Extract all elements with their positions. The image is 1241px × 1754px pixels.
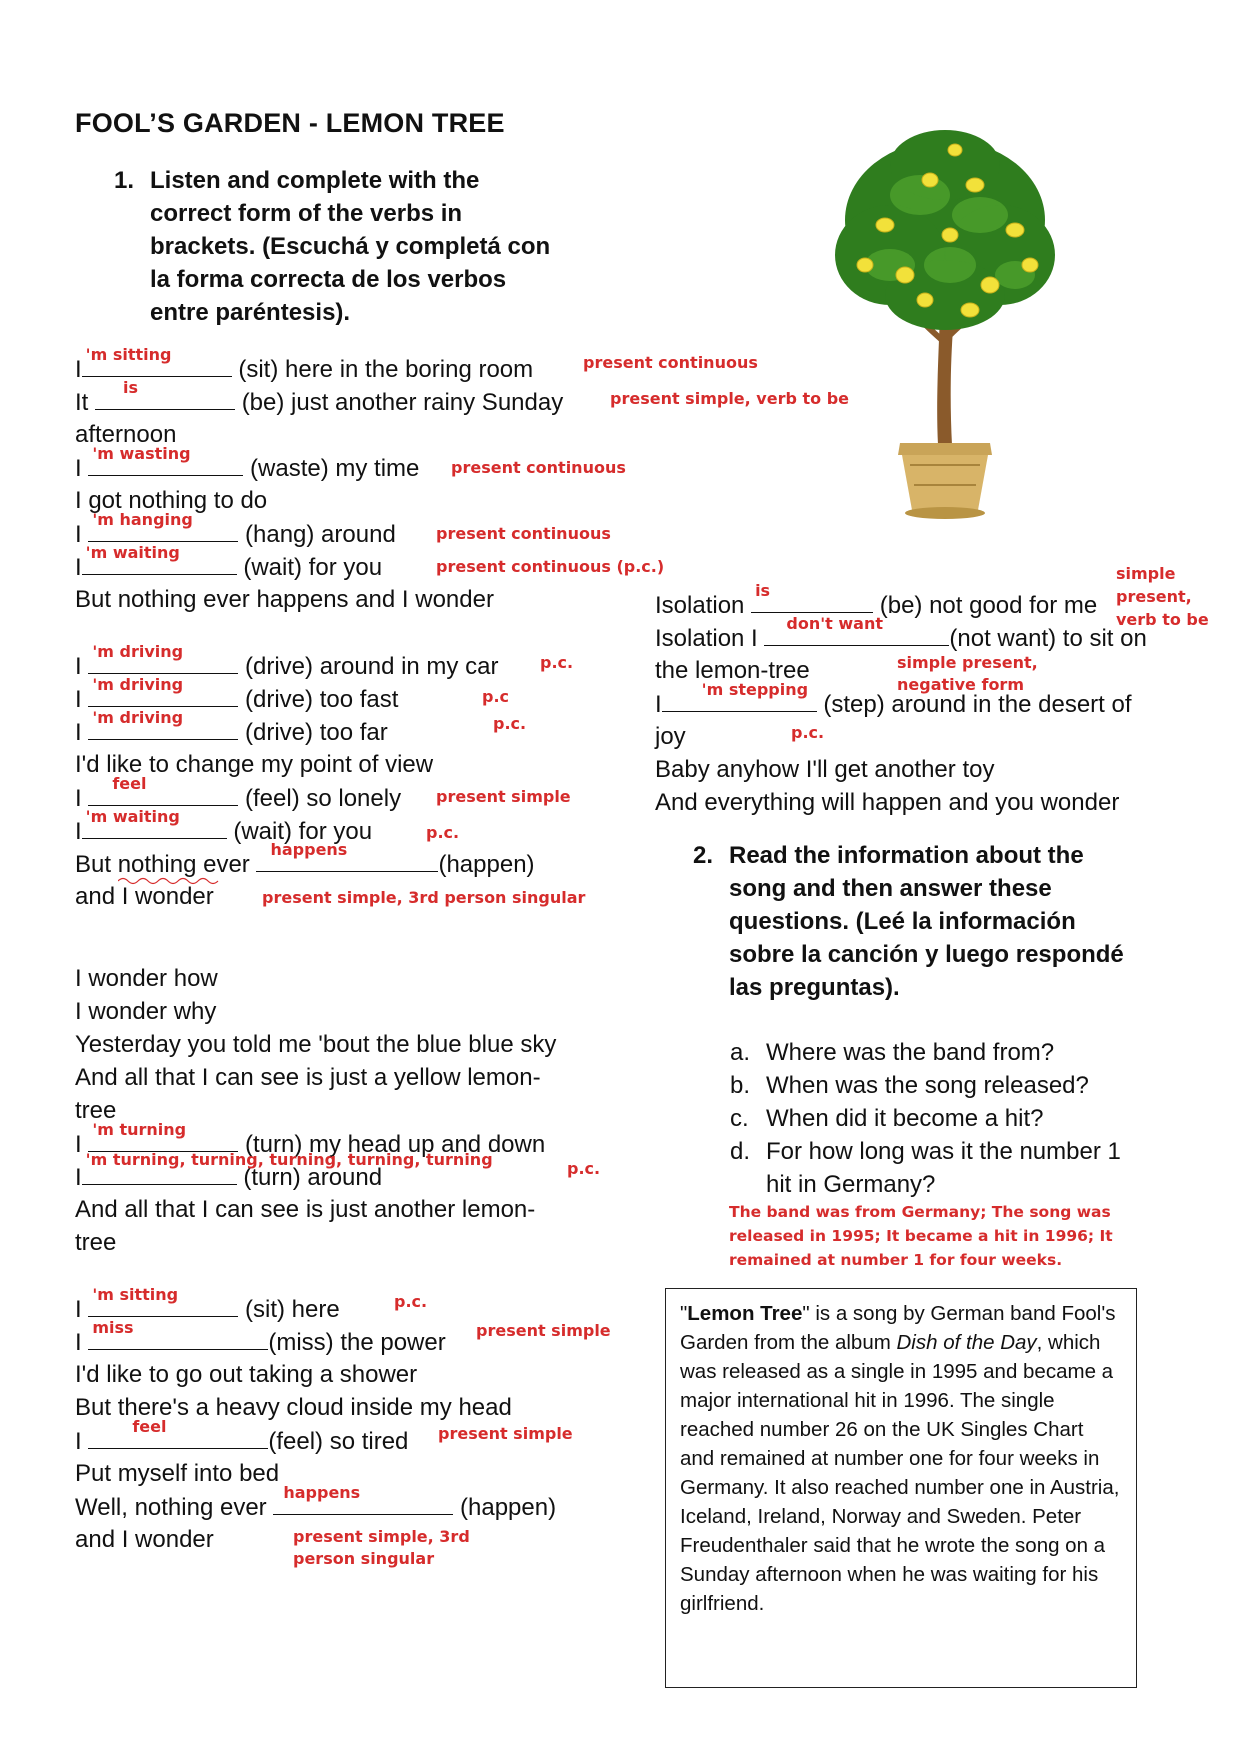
answer-text: feel xyxy=(112,774,147,793)
instruction-line: las preguntas). xyxy=(729,974,900,1001)
answer-line: remained at number 1 for four weeks. xyxy=(729,1251,1063,1269)
lyric-line: tree xyxy=(75,1097,117,1124)
answer-text: 'm driving xyxy=(92,642,184,661)
question-letter: b. xyxy=(730,1072,751,1099)
lyric-text: I xyxy=(655,691,662,718)
instruction-line: song and then answer these xyxy=(729,875,1052,902)
answer-text: is xyxy=(755,581,771,600)
lyric-text: (miss) the power xyxy=(268,1329,446,1356)
lyric-text: It xyxy=(75,389,89,416)
lyric-text: I xyxy=(75,1164,82,1191)
lyric-line xyxy=(75,708,388,748)
lyric-line: I'd like to go out taking a shower xyxy=(75,1361,418,1388)
lyric-line: and I wonder xyxy=(75,883,214,910)
grammar-note: p.c. xyxy=(540,653,574,672)
answer-blank[interactable] xyxy=(88,444,243,476)
grammar-note: simple present, verb to be xyxy=(1116,564,1209,629)
instruction-line: Listen and complete with the xyxy=(150,167,480,194)
answer-text: 'm sitting xyxy=(92,1285,179,1304)
answer-blank[interactable] xyxy=(88,1417,268,1449)
answer-text: don't want xyxy=(786,614,883,633)
answer-line: released in 1995; It became a hit in 1996; It xyxy=(729,1227,1113,1245)
grammar-note: p.c. xyxy=(493,714,527,733)
question-letter: d. xyxy=(730,1138,751,1165)
answer-blank[interactable] xyxy=(95,378,235,410)
exercise2-instruction xyxy=(693,839,1124,1004)
answer-blank[interactable] xyxy=(256,840,438,872)
lyric-text: (drive) too fast xyxy=(245,686,399,713)
grammar-note: present continuous xyxy=(583,353,758,372)
lyric-line: I wonder why xyxy=(75,998,217,1025)
grammar-note: p.c. xyxy=(426,823,460,842)
answer-text: 'm driving xyxy=(92,675,184,694)
answer-text: 'm stepping xyxy=(701,680,809,699)
question-text: Where was the band from? xyxy=(766,1039,1055,1066)
instruction-line: sobre la canción y luego respondé xyxy=(729,941,1124,968)
answer-blank[interactable] xyxy=(88,708,238,740)
lyric-text: Isolation xyxy=(655,592,745,619)
lyric-text: (waste) my time xyxy=(250,455,420,482)
lyric-line: tree xyxy=(75,1229,117,1256)
answer-blank[interactable] xyxy=(82,543,237,575)
question-item xyxy=(730,1102,1044,1135)
answer-blank[interactable] xyxy=(764,614,949,646)
exercise1-instruction xyxy=(114,164,551,329)
answer-text: happens xyxy=(270,840,348,859)
answer-text: 'm hanging xyxy=(92,510,193,529)
lyric-text: I xyxy=(75,686,82,713)
song-info-box xyxy=(665,1288,1137,1688)
instruction-line: brackets. (Escuchá y completá con xyxy=(150,233,551,260)
question-letter: c. xyxy=(730,1105,749,1132)
lyric-text: I xyxy=(75,455,82,482)
lyric-line xyxy=(75,1417,409,1457)
lyric-line: joy xyxy=(655,723,686,750)
grammar-note: simple present, negative form xyxy=(897,653,1038,694)
answer-text: happens xyxy=(283,1483,361,1502)
answer-text: 'm sitting xyxy=(85,345,172,364)
question-item xyxy=(730,1036,1055,1069)
lyric-line xyxy=(75,1318,446,1358)
question-item xyxy=(730,1069,1089,1102)
answer-text: 'm turning, turning, turning, turning, turning xyxy=(85,1150,493,1169)
lemon-tree-illustration xyxy=(830,125,1060,520)
lyric-text: But nothing ever xyxy=(75,851,250,878)
lyric-text: (feel) so tired xyxy=(268,1428,409,1455)
lyric-text: (hang) around xyxy=(245,521,396,548)
grammar-note: present simple, 3rd person singular xyxy=(262,888,586,907)
info-text-part: , which was released as a single in 1995 and became a major international hit in 1996. The single reached number 26 on the UK Singles Chart and remained at number one for four weeks in Germany. It also reached number one in Austria, Iceland, Ireland, Norway and Sweden. Peter Freudenthaler said that he wrote the song on a Sunday afternoon when he was waiting for his girlfriend. xyxy=(680,1331,1120,1615)
lyric-text: (wait) for you xyxy=(243,554,383,581)
info-text: "Lemon Tree" is a song by German band Fool's Garden from the album Dish of the Day, which was released as a single in 1995 and became a major international hit in 1996. The single reached number 26 on the UK Singles Chart and remained at number one for four weeks in Germany. It also reached number one in Austria, Iceland, Ireland, Norway and Sweden. Peter Freudenthaler said that he wrote the song on a Sunday afternoon when he was waiting for his girlfriend. xyxy=(680,1302,1120,1615)
lyric-text: I xyxy=(75,1296,82,1323)
lyric-line: And all that I can see is just another lemon- xyxy=(75,1196,536,1223)
instruction-line: la forma correcta de los verbos xyxy=(150,266,507,293)
lyric-line: I'd like to change my point of view xyxy=(75,751,434,778)
lyric-text: (sit) here in the boring room xyxy=(238,356,534,383)
page-title: FOOL’S GARDEN - LEMON TREE xyxy=(75,108,505,138)
question-text: When did it become a hit? xyxy=(766,1105,1044,1132)
question-letter: a. xyxy=(730,1039,751,1066)
answer-blank[interactable] xyxy=(662,680,817,712)
lyric-text: (be) just another rainy Sunday xyxy=(241,389,564,416)
lyric-text: (drive) around in my car xyxy=(245,653,499,680)
lyric-text: Well, nothing ever xyxy=(75,1494,267,1521)
grammar-note: present simple, verb to be xyxy=(610,389,850,408)
grammar-note: present continuous (p.c.) xyxy=(436,557,665,576)
answer-text: 'm turning xyxy=(92,1120,187,1139)
lyric-text: (step) around in the desert of xyxy=(823,691,1132,718)
question-item xyxy=(730,1135,1121,1168)
exercise1-number: 1. xyxy=(114,167,135,194)
grammar-note: present simple xyxy=(436,787,571,806)
lyric-text: I xyxy=(75,1329,82,1356)
lyric-text: I xyxy=(75,785,82,812)
song-name: Lemon Tree xyxy=(687,1302,803,1325)
answer-text: miss xyxy=(92,1318,134,1337)
lyric-text: I xyxy=(75,356,82,383)
lyric-text: (drive) too far xyxy=(245,719,388,746)
exercise2-number: 2. xyxy=(693,842,714,869)
lyric-line: But nothing ever happens and I wonder xyxy=(75,586,494,613)
lyric-line xyxy=(75,1150,493,1193)
lyric-text: (turn) my head up and down xyxy=(245,1131,546,1158)
lyric-line: Yesterday you told me 'bout the blue blue sky xyxy=(75,1031,557,1058)
grammar-note: p.c. xyxy=(791,723,825,742)
answer-text: 'm waiting xyxy=(85,807,180,826)
lyric-text: I xyxy=(75,1428,82,1455)
lyric-line: I wonder how xyxy=(75,965,218,992)
question-item xyxy=(766,1168,935,1201)
lyric-line: I got nothing to do xyxy=(75,487,268,514)
lyric-line xyxy=(75,378,564,418)
lyric-text: I xyxy=(75,1131,82,1158)
answer-blank[interactable] xyxy=(82,807,227,839)
lyric-line xyxy=(75,345,534,385)
grammar-note: p.c xyxy=(482,687,510,706)
lyric-line: afternoon xyxy=(75,421,177,448)
lyric-text: (sit) here xyxy=(245,1296,340,1323)
lyric-line: But there's a heavy cloud inside my head xyxy=(75,1394,512,1421)
lyric-text: I xyxy=(75,653,82,680)
grammar-note: present continuous xyxy=(451,458,626,477)
lyric-text: (happen) xyxy=(460,1494,557,1521)
answer-line: The band was from Germany; The song was xyxy=(729,1203,1111,1221)
lyric-text: I xyxy=(75,818,82,845)
grammar-note: present continuous xyxy=(436,524,611,543)
lyric-text: I xyxy=(75,554,82,581)
instruction-line: questions. (Leé la información xyxy=(729,908,1076,935)
lyric-line: And all that I can see is just a yellow lemon- xyxy=(75,1064,541,1091)
instruction-line: Read the information about the xyxy=(729,842,1084,869)
lyric-line: Put myself into bed xyxy=(75,1460,280,1487)
lyric-text: (turn) around xyxy=(243,1164,383,1191)
lyric-line xyxy=(75,543,383,583)
answer-text: is xyxy=(123,378,139,397)
answer-text: 'm waiting xyxy=(85,543,180,562)
lyric-text: I xyxy=(75,719,82,746)
lyric-line xyxy=(655,680,1132,720)
question-text: hit in Germany? xyxy=(766,1171,936,1198)
lyric-text: (not want) to sit on xyxy=(949,625,1147,652)
lyric-text: Isolation I xyxy=(655,625,758,652)
instruction-line: correct form of the verbs in xyxy=(150,200,463,227)
lyric-line xyxy=(655,614,1147,654)
lyric-line xyxy=(75,444,420,484)
answer-text: feel xyxy=(132,1417,167,1436)
lyric-line: And everything will happen and you wonder xyxy=(655,789,1120,816)
grammar-note: p.c. xyxy=(567,1159,601,1178)
lyric-text: (wait) for you xyxy=(233,818,373,845)
answer-blank[interactable] xyxy=(82,345,232,377)
lyric-line: and I wonder xyxy=(75,1526,214,1553)
question-text: For how long was it the number 1 xyxy=(766,1138,1121,1165)
grammar-note: p.c. xyxy=(394,1292,428,1311)
lyric-text: I xyxy=(75,521,82,548)
grammar-note: present simple xyxy=(438,1424,573,1443)
answer-blank[interactable] xyxy=(88,1318,268,1350)
lyric-line: the lemon-tree xyxy=(655,657,810,684)
grammar-note: present simple, 3rd person singular xyxy=(293,1527,470,1568)
lyric-text: (happen) xyxy=(438,851,535,878)
album-name: Dish of the Day xyxy=(896,1331,1037,1354)
lyric-text: (be) not good for me xyxy=(879,592,1098,619)
instruction-line: entre paréntesis). xyxy=(150,299,351,326)
lyric-line: Baby anyhow I'll get another toy xyxy=(655,756,995,783)
info-text-part: is a song by German band Fool's Garden from the album xyxy=(680,1302,1116,1354)
lyric-line xyxy=(75,1483,557,1523)
answer-blank[interactable] xyxy=(273,1483,453,1515)
lyric-text: (feel) so lonely xyxy=(245,785,402,812)
answer-text: 'm wasting xyxy=(92,444,191,463)
answer-text: 'm driving xyxy=(92,708,184,727)
grammar-note: present simple xyxy=(476,1321,611,1340)
question-text: When was the song released? xyxy=(766,1072,1089,1099)
